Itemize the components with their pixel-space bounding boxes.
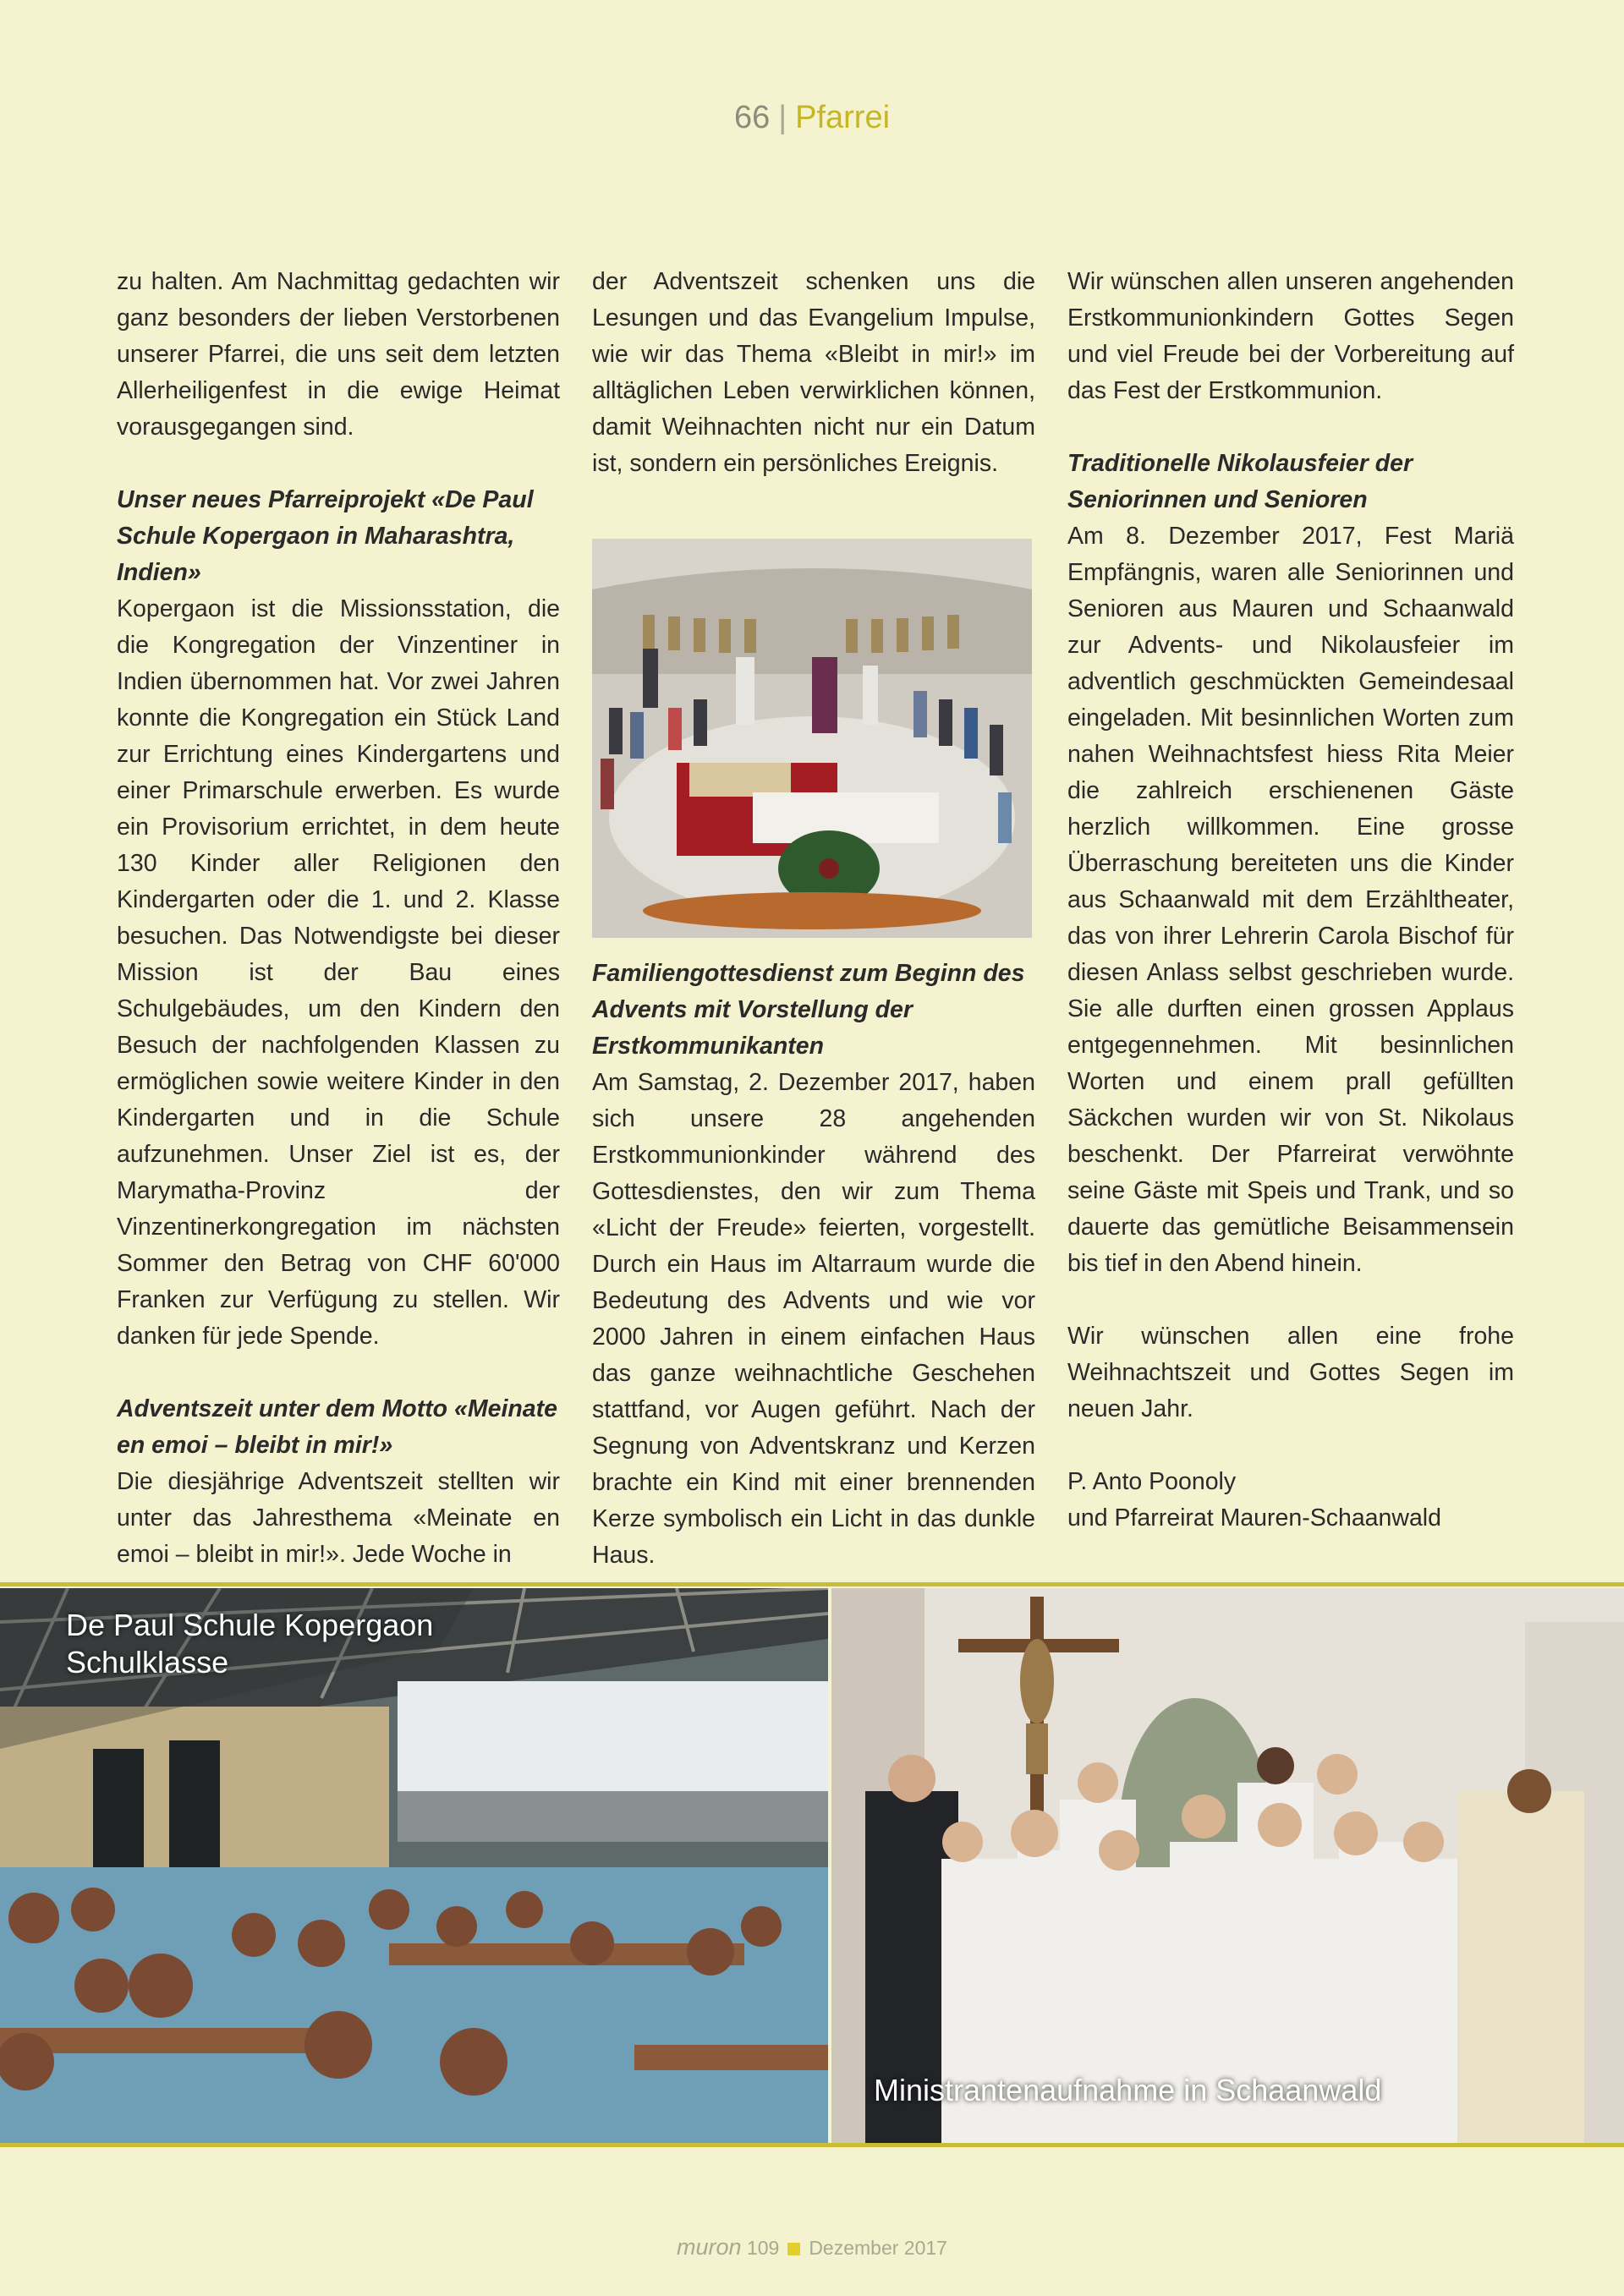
paragraph: Am 8. Dezember 2017, Fest Mariä Empfängnis, waren alle Seniorinnen und Senioren aus Mauren und Schaanwald zur Advents- und Nikolausfeier im adventlich geschmückten Gemeindesaal eingeladen. Mit besinnlichen Worten zum nahen Weihnachtsfest hiess Rita Meier die zahlreich erschienenen Gäste herzlich willkommen. Eine grosse Überraschung bereiteten uns die Kinder aus Schaanwald mit dem Erzähltheater, das von ihrer Lehrerin Carola Bischof für diesen Anlass selbst geschrieben wurde. Sie alle durften einen grossen Applaus entgegennehmen. Mit besinnlichen Worten und einem prall gefüllten Säckchen wurden wir von St. Nikolaus beschenkt. Der Pfarreirat verwöhnte seine Gäste mit Speis und Trank, und so dauerte das gemütliche Beisammensein bis tief in den Abend hinein.: [1067, 523, 1514, 1277]
text-column-2: [592, 264, 1035, 482]
church-family-service-photo: [592, 539, 1032, 938]
page-header: [0, 100, 1624, 136]
article-heading: Traditionelle Nikolausfeier der Seniorinnen und Senioren: [1067, 450, 1413, 513]
article-heading: Familiengottesdienst zum Beginn des Advents mit Vorstellung der Erstkommunikanten: [592, 960, 1025, 1060]
issue-date: Dezember 2017: [809, 2237, 947, 2259]
paragraph: Am Samstag, 2. Dezember 2017, haben sich unsere 28 angehenden Erstkommunionkinder während des Gottesdienstes, den wir zum Thema «Licht der Freude» feierten, vorgestellt. Durch ein Haus im Altarraum wurde die Bedeutung des Advents und wie vor 2000 Jahren in einem einfachen Haus das ganze weihnachtliche Geschehen stattfand, vor Augen geführt. Nach der Segnung von Adventskranz und Kerzen brachte ein Kind mit einer brennenden Kerze symbolisch ein Licht in das dunkle Haus.: [592, 1069, 1035, 1569]
paragraph: Wir wünschen allen unseren angehenden Erstkommunionkindern Gottes Segen und viel Freude bei der Vorbereitung auf das Fest der Erstkommunion.: [1067, 268, 1514, 404]
photo-strip-bottom-rule: [0, 2143, 1624, 2147]
altar-photo-caption: Ministrantenaufnahme in Schaanwald: [874, 2073, 1382, 2107]
signature-org: und Pfarreirat Mauren-Schaanwald: [1067, 1504, 1441, 1532]
text-column-2-lower: [592, 956, 1035, 1574]
school-photo-caption: [66, 1607, 433, 1681]
article-heading: Unser neues Pfarreiprojekt «De Paul Schule Kopergaon in Maharashtra, Indien»: [117, 486, 534, 586]
paragraph: der Adventszeit schenken uns die Lesungen und das Evangelium Impulse, wie wir das Thema «Bleibt in mir!» im alltäglichen Leben verwirklichen können, damit Weihnachten nicht nur ein Datum ist, sondern ein persönliches Ereignis.: [592, 268, 1035, 477]
section-title: Pfarrei: [795, 100, 891, 135]
paragraph: Kopergaon ist die Missionsstation, die die Kongregation der Vinzentiner in Indien übernommen hat. Vor zwei Jahren konnte die Kongregation ein Stück Land zur Errichtung eines Kindergartens und einer Primarschule erwerben. Es wurde ein Provisorium errichtet, in dem heute 130 Kinder aller Religionen den Kindergarten oder die 1. und 2. Klasse besuchen. Das Notwendigste bei dieser Mission ist der Bau eines Schulgebäudes, um den Kindern den Besuch der nachfolgenden Klassen zu ermöglichen sowie weitere Kinder in den Kindergarten und in die Schule aufzunehmen. Unser Ziel ist es, der Marymatha-Provinz der Vinzentinerkongregation im nächsten Sommer den Betrag von CHF 60'000 Franken zur Verfügung zu stellen. Wir danken für jede Spende.: [117, 595, 560, 1350]
text-column-1: [117, 264, 560, 1573]
issue-number: 109: [746, 2237, 780, 2259]
text-column-3: [1067, 264, 1514, 1537]
page-number: 66: [733, 100, 771, 135]
signature-name: P. Anto Poonoly: [1067, 1468, 1237, 1495]
caption-line: De Paul Schule Kopergaon: [66, 1608, 434, 1642]
footer-square-icon: [787, 2243, 800, 2255]
header-separator: |: [778, 100, 787, 135]
paragraph: zu halten. Am Nachmittag gedachten wir ganz besonders der lieben Verstorbenen unserer Pfarrei, die uns seit dem letzten Allerheiligenfest in die ewige Heimat vorausgegangen sind.: [117, 268, 560, 441]
magazine-name: muron: [677, 2234, 742, 2260]
page-footer: [0, 2234, 1624, 2260]
article-heading: Adventszeit unter dem Motto «Meinate en emoi – bleibt in mir!»: [117, 1395, 557, 1459]
photo-strip-top-rule: [0, 1582, 1624, 1586]
paragraph: Die diesjährige Adventszeit stellten wir unter das Jahresthema «Meinate en emoi – bleibt in mir!». Jede Woche in: [117, 1468, 560, 1568]
caption-line: Schulklasse: [66, 1645, 229, 1680]
altar-servers-photo: [831, 1588, 1624, 2143]
paragraph: Wir wünschen allen eine frohe Weihnachtszeit und Gottes Segen im neuen Jahr.: [1067, 1323, 1514, 1422]
